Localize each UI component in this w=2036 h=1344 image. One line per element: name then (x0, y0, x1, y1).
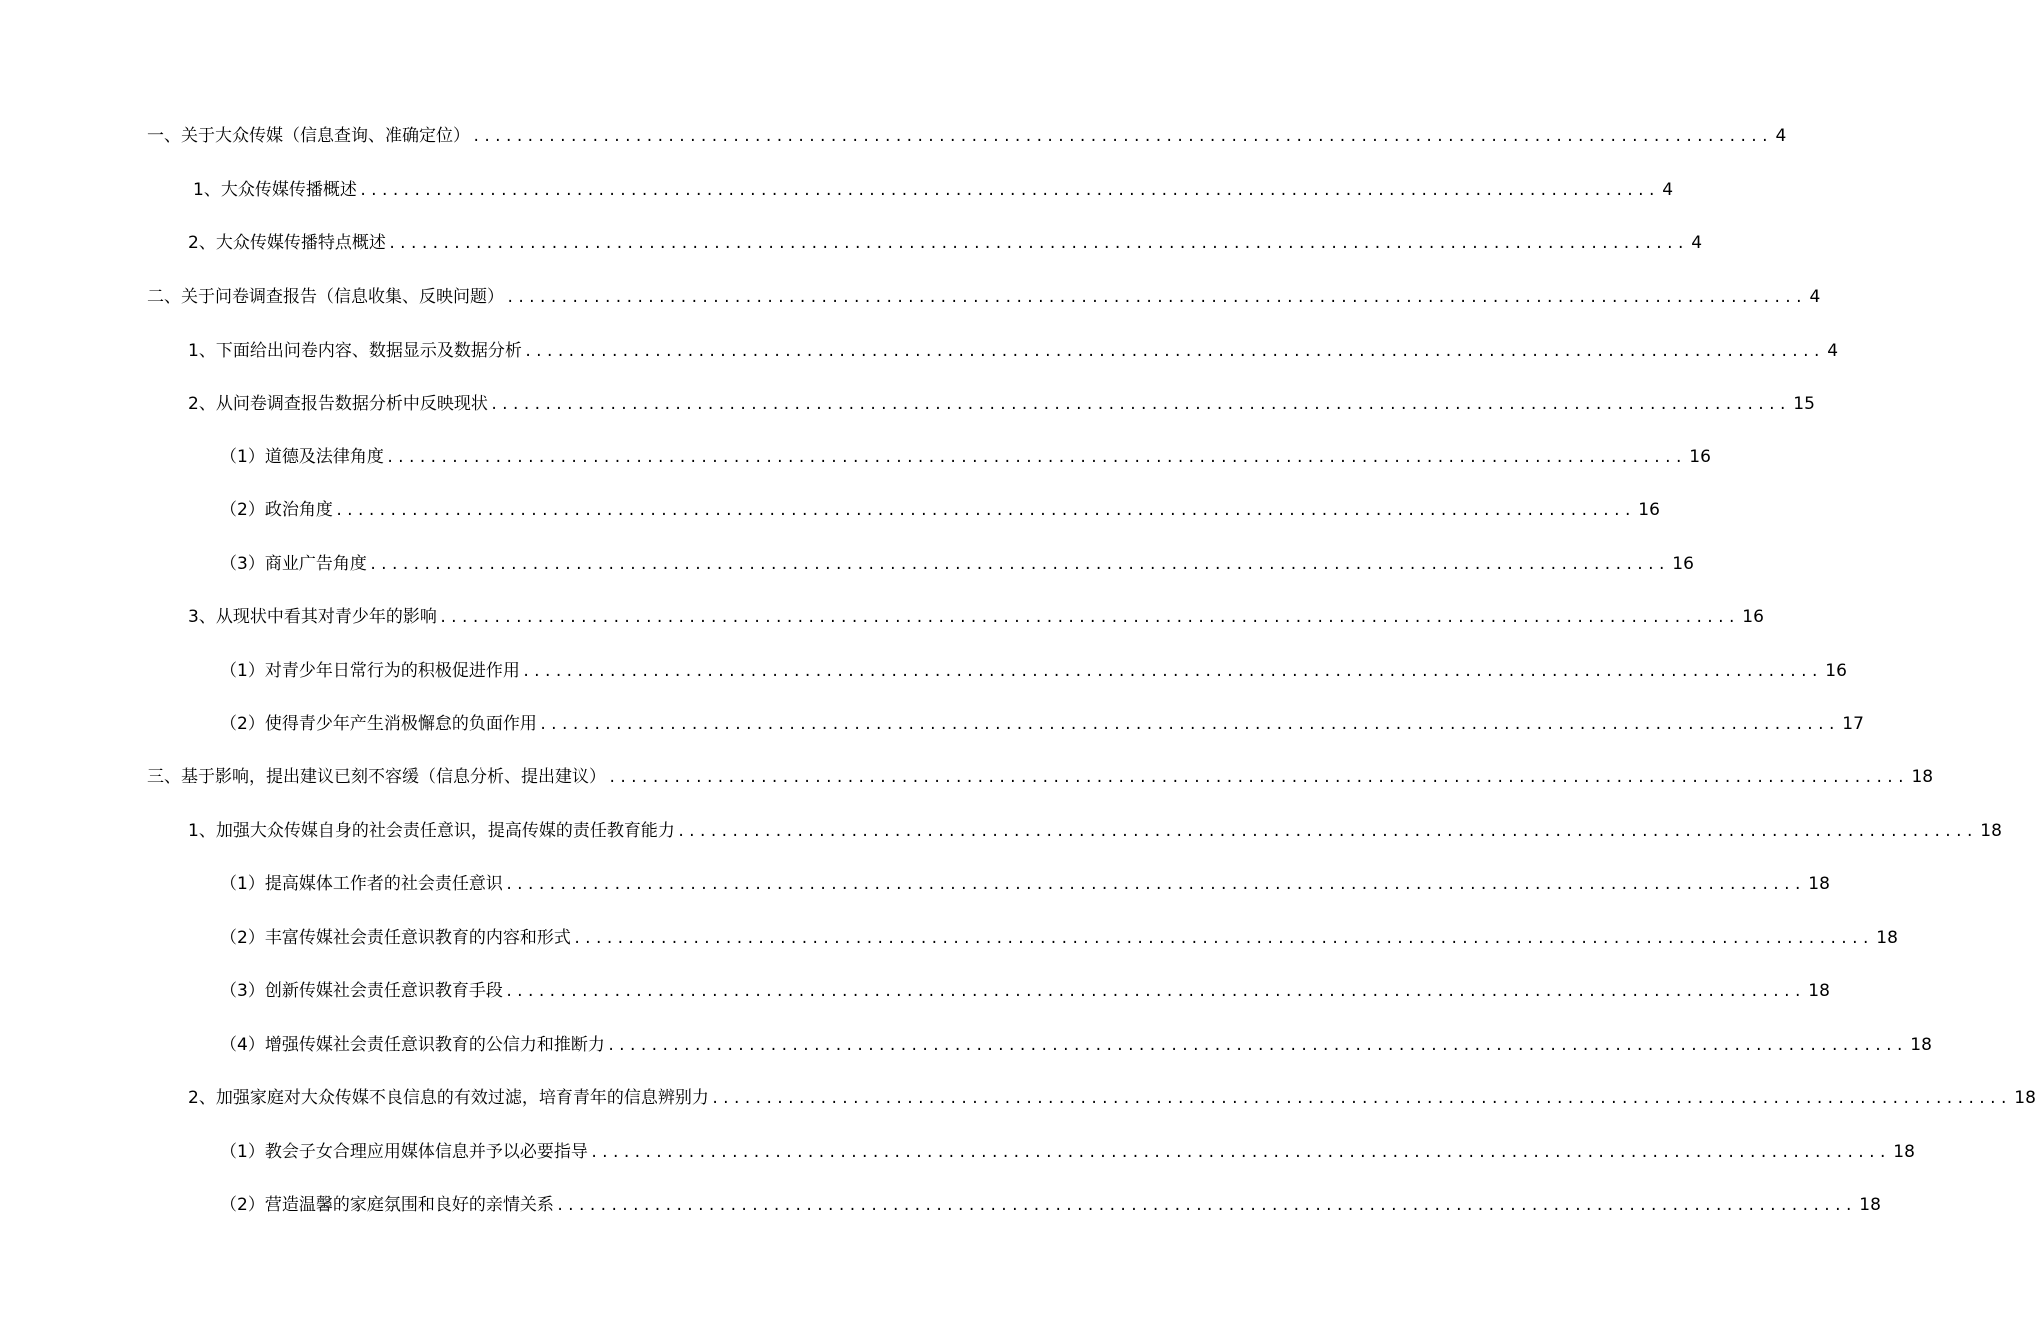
toc-entry-title: 二、关于问卷调查报告（信息收集、反映问题） (147, 287, 504, 307)
toc-entry-title: （1）对青少年日常行为的积极促进作用 (220, 661, 520, 681)
toc-dot-leader: ........................................................................................................................ (489, 397, 1790, 413)
toc-page-number: 4 (1809, 287, 1821, 307)
toc-dot-leader: ........................................................................................................................ (506, 290, 1806, 306)
toc-dot-leader: ........................................................................................................................ (504, 984, 1805, 1000)
toc-dot-leader: ........................................................................................................................ (521, 664, 1822, 680)
toc-page-number: 18 (1808, 874, 1830, 894)
toc-entry[interactable] (188, 336, 1839, 366)
toc-dot-leader: ........................................................................................................................ (358, 183, 1659, 199)
toc-page-number: 18 (1911, 767, 1934, 787)
toc-page-number: 17 (1842, 714, 1864, 734)
toc-page-number: 4 (1662, 180, 1674, 200)
toc-entry-title: （1）教会子女合理应用媒体信息并予以必要指导 (220, 1142, 588, 1162)
toc-entry[interactable] (147, 121, 1787, 151)
toc-page-number: 16 (1638, 500, 1660, 520)
toc-entry[interactable] (220, 923, 1898, 953)
toc-entry[interactable] (193, 175, 1674, 205)
toc-entry[interactable] (188, 1083, 2036, 1113)
toc-dot-leader: ........................................................................................................................ (334, 503, 1635, 519)
toc-dot-leader: ........................................................................................................................ (438, 610, 1739, 626)
toc-dot-leader: ........................................................................................................................ (368, 557, 1669, 573)
toc-page-number: 18 (1910, 1035, 1932, 1055)
toc-entry-title: （4）增强传媒社会责任意识教育的公信力和推断力 (220, 1035, 605, 1055)
toc-entry-title: 3、从现状中看其对青少年的影响 (188, 607, 437, 627)
toc-page-number: 16 (1742, 607, 1764, 627)
toc-page-number: 18 (1980, 821, 2002, 841)
toc-entry-title: 1、大众传媒传播概述 (193, 180, 357, 200)
toc-page-number: 15 (1793, 394, 1815, 414)
toc-page-number: 18 (1876, 928, 1898, 948)
toc-dot-leader: ........................................................................................................................ (606, 1038, 1907, 1054)
toc-entry-title: 2、从问卷调查报告数据分析中反映现状 (188, 394, 488, 414)
toc-page-number: 16 (1825, 661, 1847, 681)
toc-entry[interactable] (220, 709, 1864, 739)
toc-entry-title: （2）使得青少年产生消极懈怠的负面作用 (220, 714, 537, 734)
toc-dot-leader: ........................................................................................................................ (387, 236, 1688, 252)
toc-entry-title: （3）商业广告角度 (220, 554, 367, 574)
toc-page-number: 18 (1859, 1195, 1881, 1215)
toc-dot-leader: ........................................................................................................................ (504, 877, 1805, 893)
toc-entry-title: 1、加强大众传媒自身的社会责任意识，提高传媒的责任教育能力 (188, 821, 675, 841)
toc-entry[interactable] (220, 1190, 1881, 1220)
toc-entry[interactable] (220, 549, 1694, 579)
toc-dot-leader: ........................................................................................................................ (572, 931, 1873, 947)
toc-entry[interactable] (220, 495, 1660, 525)
toc-entry-title: （2）政治角度 (220, 500, 333, 520)
toc-entry[interactable] (147, 762, 1934, 792)
toc-entry[interactable] (188, 602, 1764, 632)
toc-dot-leader: ........................................................................................................................ (538, 717, 1839, 733)
toc-page-number: 16 (1689, 447, 1711, 467)
toc-entry[interactable] (220, 1030, 1932, 1060)
toc-entry-title: （3）创新传媒社会责任意识教育手段 (220, 981, 503, 1001)
toc-page-number: 4 (1775, 126, 1787, 146)
toc-page-number: 18 (1808, 981, 1830, 1001)
toc-entry-title: （1）提高媒体工作者的社会责任意识 (220, 874, 503, 894)
toc-dot-leader: ........................................................................................................................ (589, 1145, 1890, 1161)
toc-entry[interactable] (188, 389, 1815, 419)
toc-entry-title: 一、关于大众传媒（信息查询、准确定位） (147, 126, 470, 146)
toc-dot-leader: ........................................................................................................................ (608, 770, 1908, 786)
toc-dot-leader: ........................................................................................................................ (676, 824, 1977, 840)
toc-entry[interactable] (220, 1137, 1915, 1167)
toc-entry-title: 1、下面给出问卷内容、数据显示及数据分析 (188, 341, 522, 361)
toc-page-number: 16 (1672, 554, 1694, 574)
toc-entry-title: 三、基于影响，提出建议已刻不容缓（信息分析、提出建议） (147, 767, 606, 787)
toc-entry[interactable] (220, 656, 1847, 686)
toc-dot-leader: ........................................................................................................................ (523, 344, 1824, 360)
toc-entry[interactable] (188, 816, 2002, 846)
toc-entry[interactable] (220, 976, 1830, 1006)
toc-entry-title: 2、大众传媒传播特点概述 (188, 233, 386, 253)
toc-dot-leader: ........................................................................................................................ (555, 1198, 1856, 1214)
toc-entry-title: 2、加强家庭对大众传媒不良信息的有效过滤，培育青年的信息辨别力 (188, 1088, 709, 1108)
toc-entry-title: （2）营造温馨的家庭氛围和良好的亲情关系 (220, 1195, 554, 1215)
toc-entry[interactable] (220, 442, 1711, 472)
toc-page-number: 18 (1893, 1142, 1915, 1162)
toc-entry-title: （1）道德及法律角度 (220, 447, 384, 467)
toc-entry-title: （2）丰富传媒社会责任意识教育的内容和形式 (220, 928, 571, 948)
toc-dot-leader: ........................................................................................................................ (472, 129, 1772, 145)
toc-page-number: 18 (2014, 1088, 2036, 1108)
toc-dot-leader: ........................................................................................................................ (710, 1091, 2011, 1107)
toc-entry[interactable] (220, 869, 1830, 899)
toc-dot-leader: ........................................................................................................................ (385, 450, 1686, 466)
toc-entry[interactable] (147, 282, 1821, 312)
toc-entry[interactable] (188, 228, 1703, 258)
toc-page-number: 4 (1691, 233, 1703, 253)
toc-page-number: 4 (1827, 341, 1839, 361)
